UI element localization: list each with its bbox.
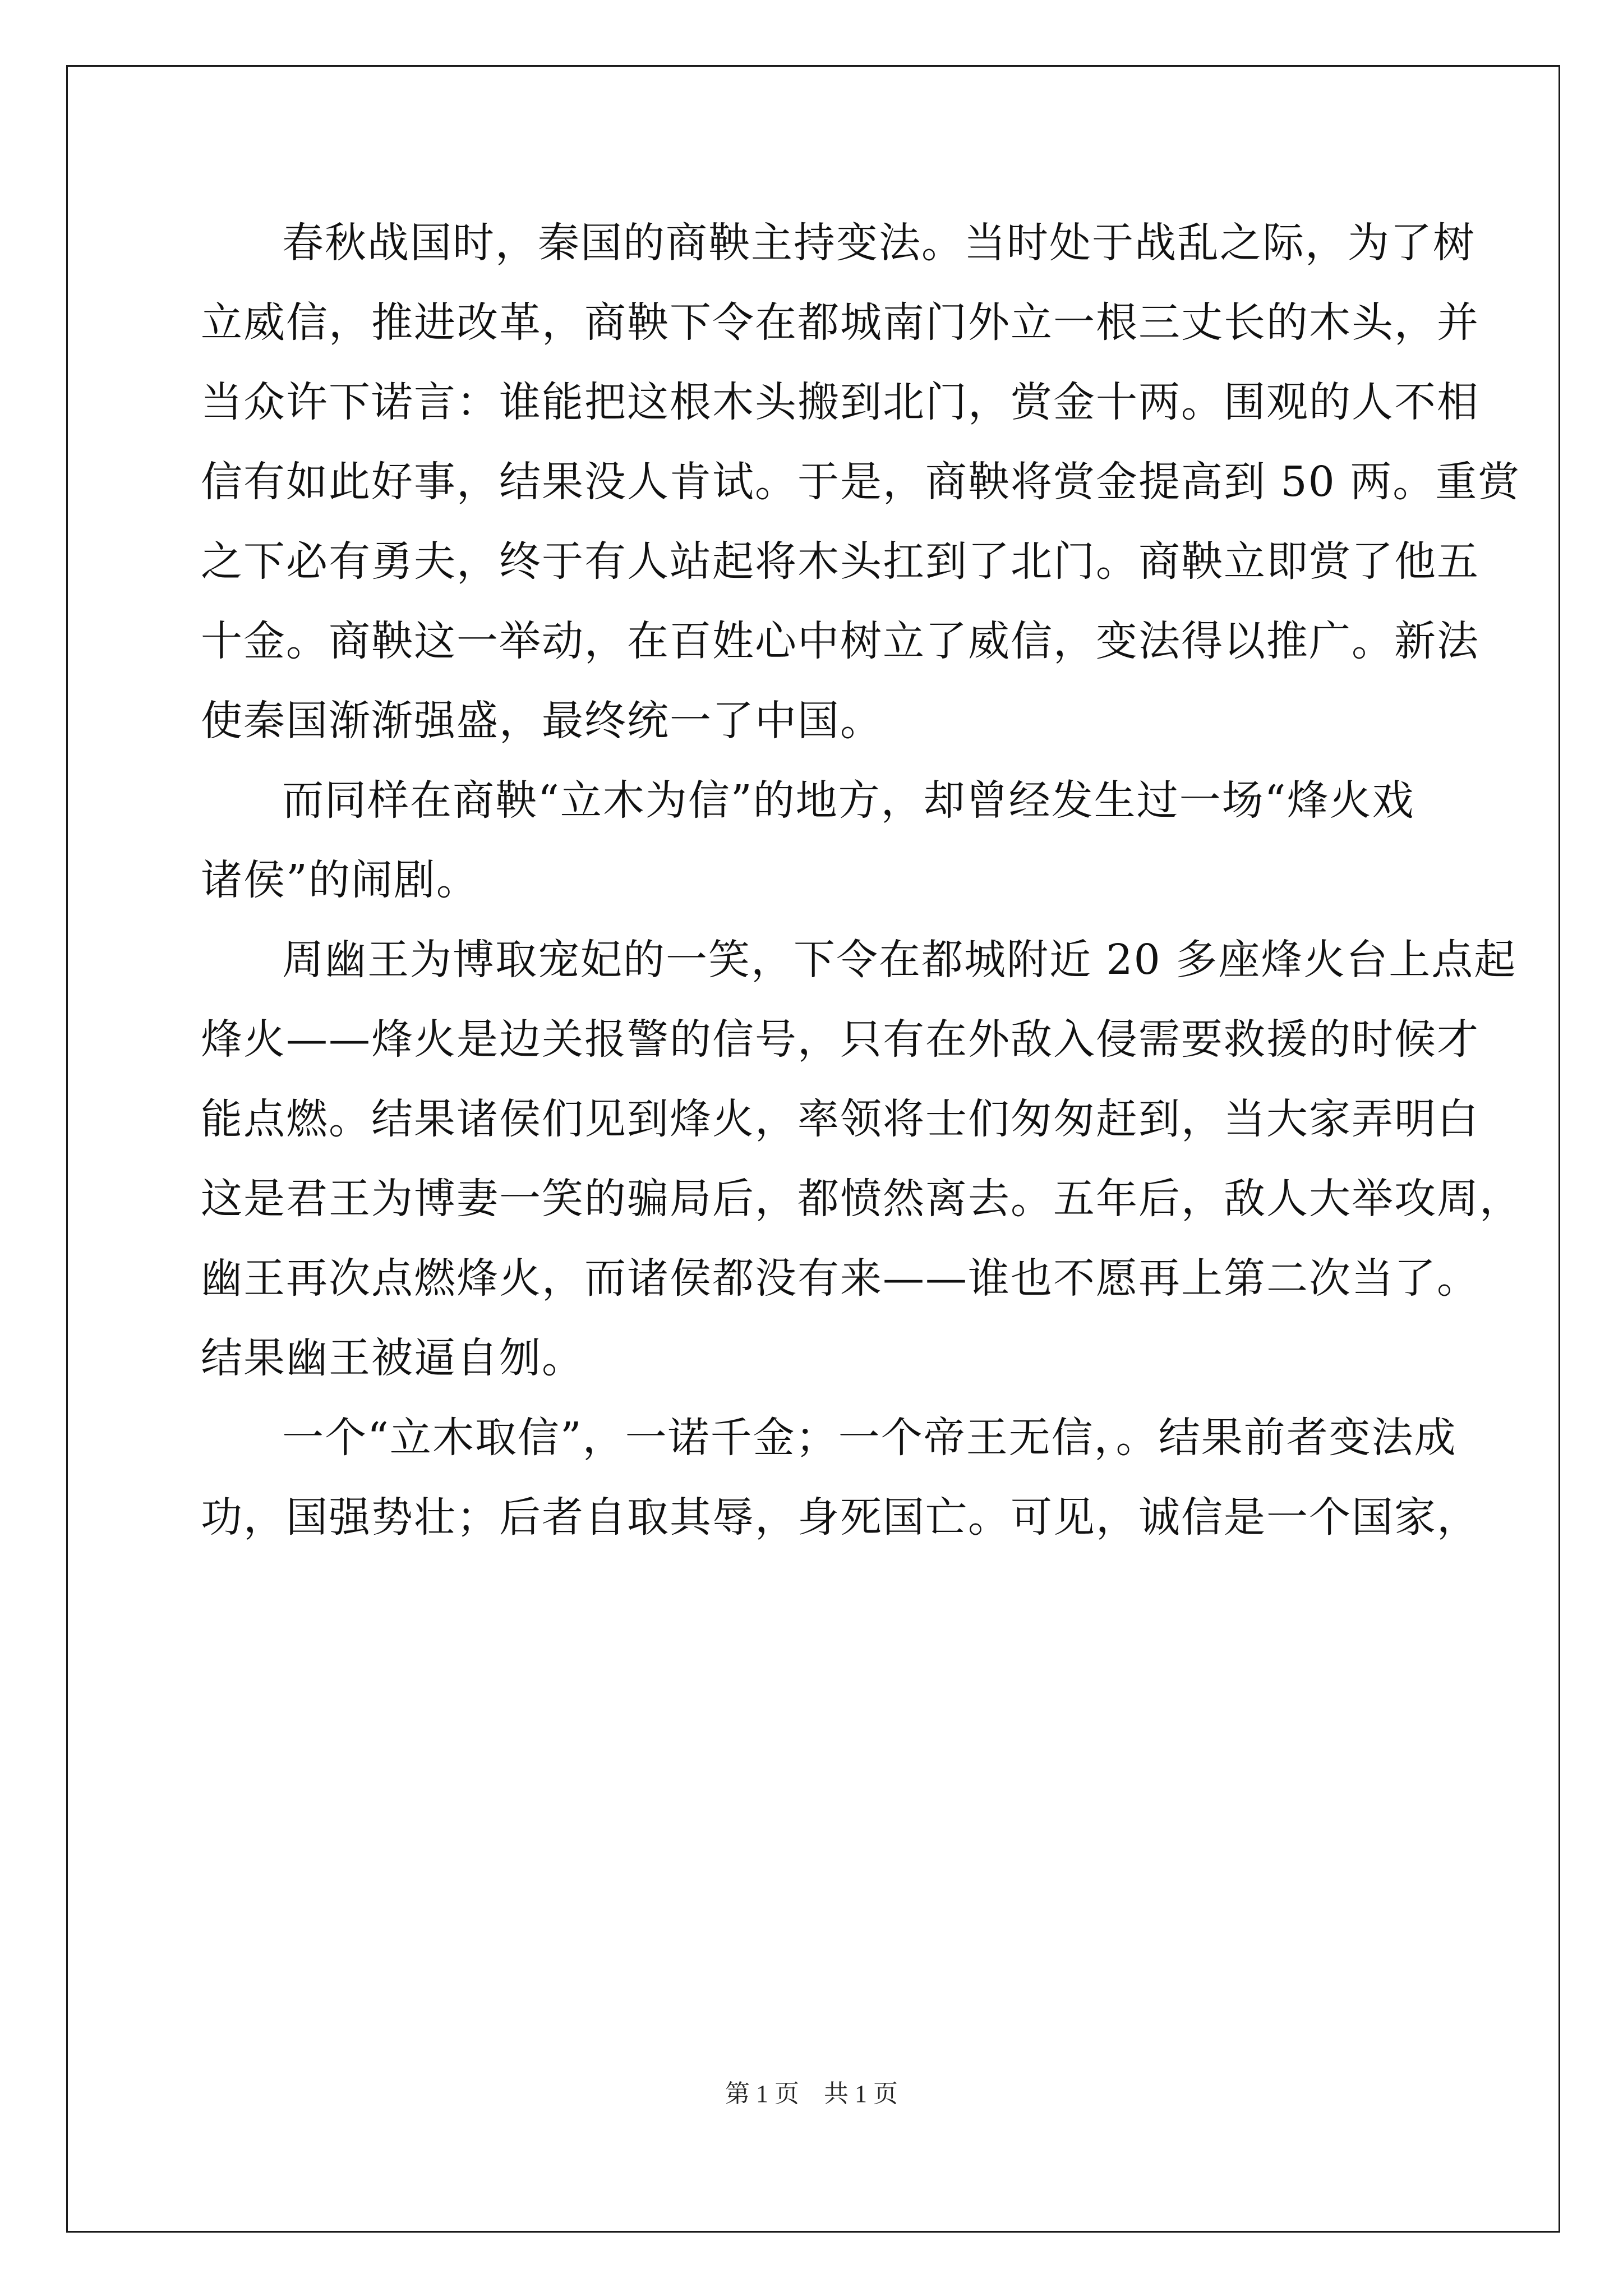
text-line-7: 使秦国渐渐强盛，最终统一了中国。 bbox=[201, 697, 883, 745]
text-line-3: 当众许下诺言：谁能把这根木头搬到北门，赏金十两。围观的人不相 bbox=[201, 378, 1479, 426]
text-line-10: 周幽王为博取宠妃的一笑，下令在都城附近 20 多座烽火台上点起 bbox=[282, 936, 1517, 984]
text-line-14: 幽王再次点燃烽火，而诸侯都没有来——谁也不愿再上第二次当了。 bbox=[201, 1254, 1479, 1303]
text-line-12: 能点燃。结果诸侯们见到烽火，率领将士们匆匆赶到，当大家弄明白 bbox=[201, 1095, 1479, 1143]
text-line-11: 烽火——烽火是边关报警的信号，只有在外敌入侵需要救援的时候才 bbox=[201, 1015, 1479, 1064]
text-line-4: 信有如此好事，结果没人肯试。于是，商鞅将赏金提高到 50 两。重赏 bbox=[201, 458, 1521, 506]
text-line-9: 诸侯”的闹剧。 bbox=[201, 856, 479, 904]
text-line-13: 这是君王为博妻一笑的骗局后，都愤然离去。五年后，敌人大举攻周， bbox=[201, 1175, 1522, 1223]
page-footer: 第 1 页 共 1 页 bbox=[725, 2080, 898, 2108]
text-line-15: 结果幽王被逼自刎。 bbox=[201, 1334, 584, 1382]
text-line-17: 功，国强势壮；后者自取其辱，身死国亡。可见，诚信是一个国家， bbox=[201, 1493, 1479, 1542]
text-line-5: 之下必有勇夫，终于有人站起将木头扛到了北门。商鞅立即赏了他五 bbox=[201, 537, 1479, 586]
text-line-2: 立威信，推进改革，商鞅下令在都城南门外立一根三丈长的木头，并 bbox=[201, 298, 1479, 347]
text-line-16: 一个“立木取信”，一诺千金；一个帝王无信，。结果前者变法成 bbox=[282, 1414, 1457, 1462]
text-line-6: 十金。商鞅这一举动，在百姓心中树立了威信，变法得以推广。新法 bbox=[201, 617, 1479, 665]
text-line-1: 春秋战国时，秦国的商鞅主持变法。当时处于战乱之际，为了树 bbox=[282, 219, 1476, 267]
text-line-8: 而同样在商鞅“立木为信”的地方，却曾经发生过一场“烽火戏 bbox=[282, 776, 1415, 825]
